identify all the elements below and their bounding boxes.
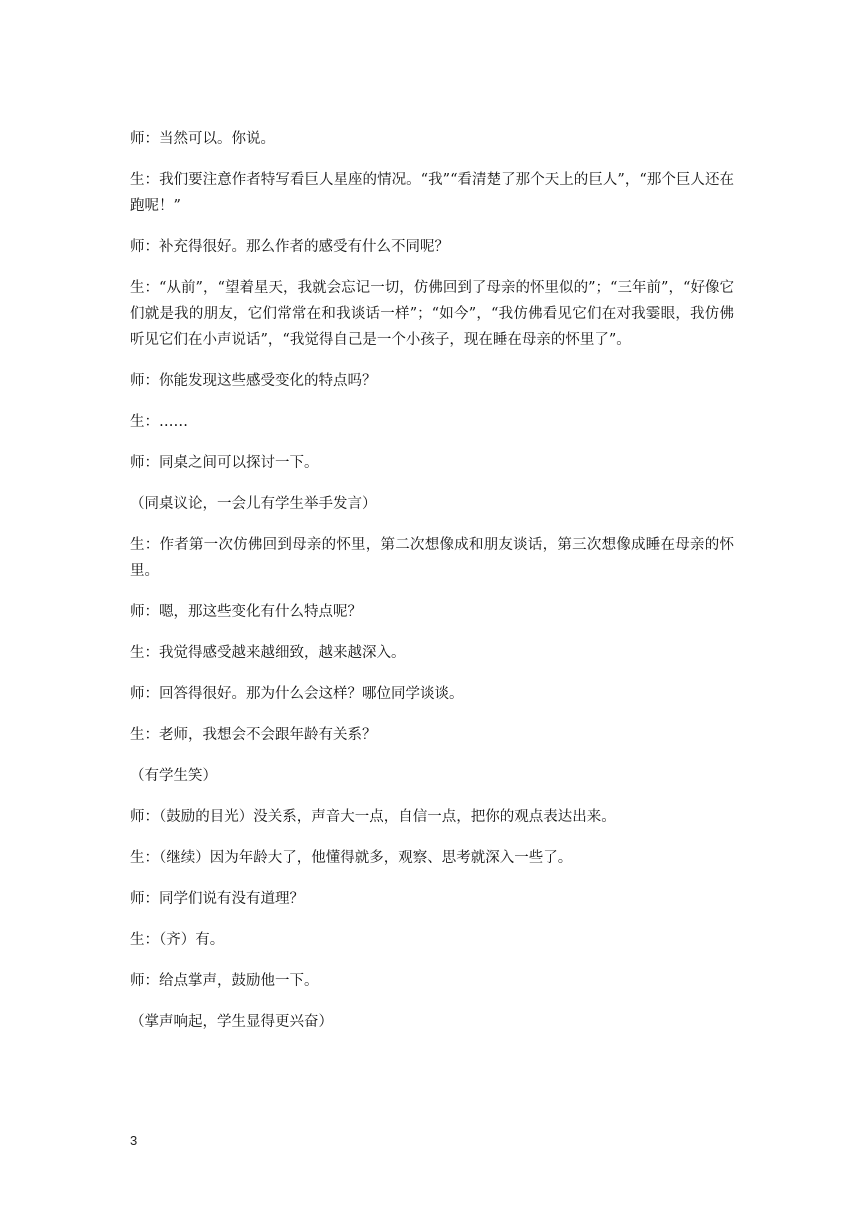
paragraph-3: 师：补充得很好。那么作者的感受有什么不同呢？ [130, 239, 449, 255]
paragraph-15: 师：（鼓励的目光）没关系，声音大一点，自信一点，把你的观点表达出来。 [130, 809, 616, 825]
paragraph-11: 生：我觉得感受越来越细致，越来越深入。 [130, 645, 406, 661]
paragraph-1: 师：当然可以。你说。 [130, 131, 275, 147]
paragraph-19: 师：给点掌声，鼓励他一下。 [130, 973, 319, 989]
paragraph-8: （同桌议论，一会儿有学生举手发言） [130, 496, 377, 512]
paragraph-12: 师：回答得很好。那为什么会这样？哪位同学谈谈。 [130, 686, 464, 702]
paragraph-4: 生：“从前”，“望着星天，我就会忘记一切，仿佛回到了母亲的怀里似的”；“三年前”，“好像它们就是我的朋友，它们常常在和我谈话一样”；“如今”，“我仿佛看见它们在对我霎眼，我仿佛听见它们在小声说话”，“我觉得自己是一个小孩子，现在睡在母亲的怀里了”。 [130, 280, 734, 348]
paragraph-2: 生：我们要注意作者特写看巨人星座的情况。“我”“看清楚了那个天上的巨人”，“那个巨人还在跑呢！” [130, 172, 734, 214]
page-number: 3 [130, 1133, 138, 1148]
paragraph-6: 生：…… [130, 414, 188, 430]
paragraph-5: 师：你能发现这些感受变化的特点吗？ [130, 373, 377, 389]
paragraph-7: 师：同桌之间可以探讨一下。 [130, 455, 319, 471]
paragraph-14: （有学生笑） [130, 768, 217, 784]
paragraph-13: 生：老师，我想会不会跟年龄有关系？ [130, 727, 377, 743]
paragraph-10: 师：嗯，那这些变化有什么特点呢？ [130, 604, 362, 620]
paragraph-9: 生：作者第一次仿佛回到母亲的怀里，第二次想像成和朋友谈话，第三次想像成睡在母亲的怀里。 [130, 537, 734, 579]
paragraph-20: （掌声响起，学生显得更兴奋） [130, 1014, 333, 1030]
paragraph-16: 生：（继续）因为年龄大了，他懂得就多，观察、思考就深入一些了。 [130, 850, 573, 866]
document-body [130, 126, 734, 1050]
paragraph-18: 生：（齐）有。 [130, 932, 225, 948]
paragraph-17: 师：同学们说有没有道理？ [130, 891, 304, 907]
